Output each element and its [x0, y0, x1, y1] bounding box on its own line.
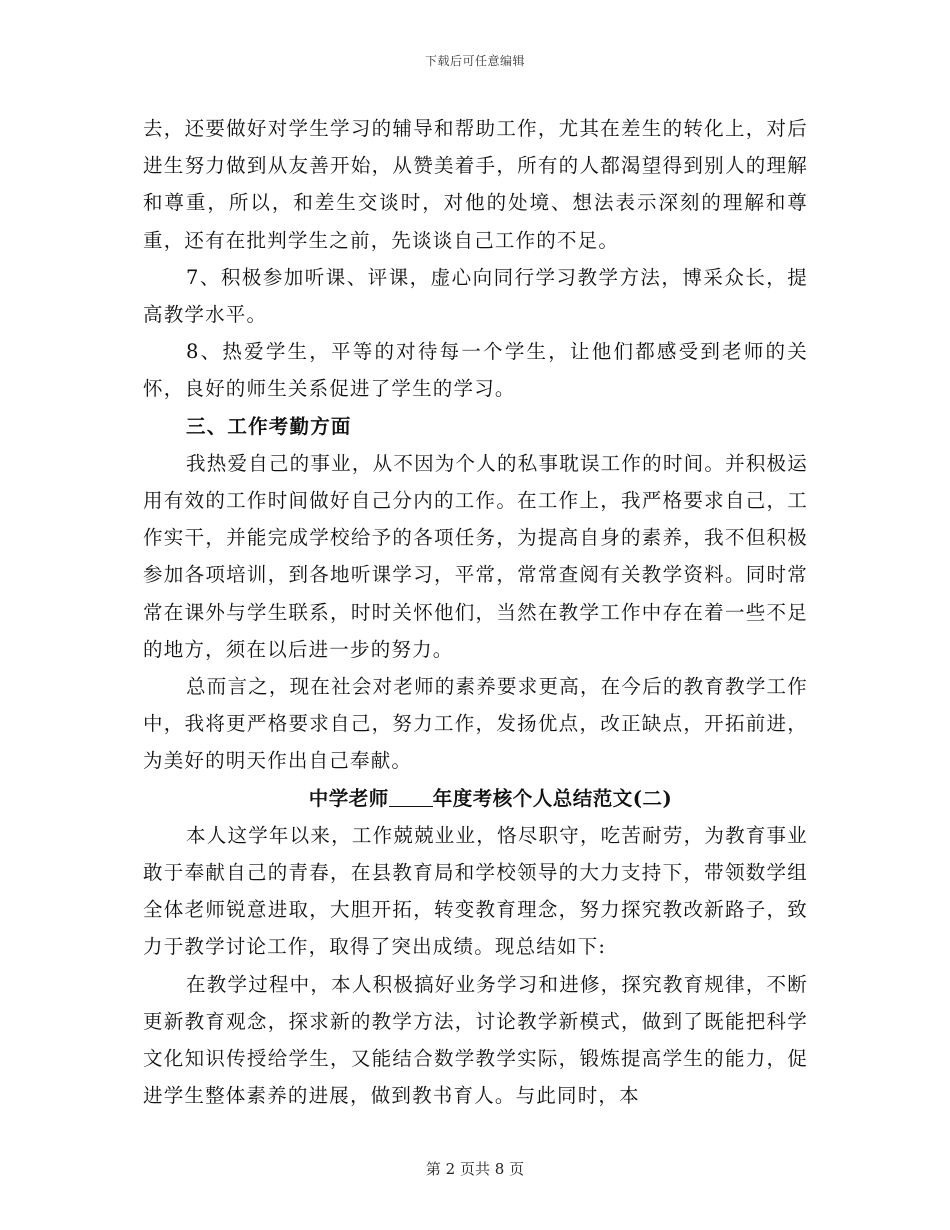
- title-blank-underline: [389, 788, 433, 807]
- section-heading-attendance: 三、工作考勤方面: [186, 414, 352, 438]
- title-prefix: 中学老师: [308, 786, 389, 810]
- page-number-footer: 第 2 页共 8 页: [425, 1160, 525, 1178]
- paragraph-item-8: 8、热爱学生，平等的对待每一个学生，让他们都感受到老师的关怀，良好的师生关系促进了学生的学习。: [143, 340, 808, 401]
- paragraph-teaching: 在教学过程中，本人积极搞好业务学习和进修，探究教育规律，不断更新教育观念，探求新的教学方法，讨论教学新模式，做到了既能把科学文化知识传授给学生，又能结合数学教学实际，锻炼提高学生的能力，促进学生整体素养的进展，做到教书育人。与此同时，本: [143, 972, 808, 1108]
- title-suffix: 年度考核个人总结范文(二): [432, 786, 673, 810]
- paragraph-item-7: 7、积极参加听课、评课，虚心向同行学习教学方法，博采众长，提高教学水平。: [143, 265, 808, 327]
- paragraph-intro: 本人这学年以来，工作兢兢业业，恪尽职守，吃苦耐劳，为教育事业敢于奉献自己的青春，在县教育局和学校领导的大力支持下，带领数学组全体老师锐意进取，大胆开拓，转变教育理念，努力探究教改新路子，致力于教学讨论工作，取得了突出成绩。现总结如下:: [143, 823, 808, 959]
- paragraph-conclusion: 总而言之，现在社会对老师的素养要求更高，在今后的教育教学工作中，我将更严格要求自己，努力工作，发扬优点，改正缺点，开拓前进，为美好的明天作出自己奉献。: [143, 675, 808, 773]
- document-title-part-two: [143, 780, 808, 817]
- paragraph-attendance: 我热爱自己的事业，从不因为个人的私事耽误工作的时间。并积极运用有效的工作时间做好自己分内的工作。在工作上，我严格要求自己，工作实干，并能完成学校给予的各项任务，为提高自身的素养，我不但积极参加各项培训，到各地听课学习，平常，常常查阅有关教学资料。同时常常在课外与学生联系，时时关怀他们，当然在教学工作中存在着一些不足的地方，须在以后进一步的努力。: [143, 451, 808, 661]
- page-header-note: 下载后可任意编辑: [424, 54, 525, 68]
- document-body: [143, 110, 808, 1114]
- paragraph-continued: 去，还要做好对学生学习的辅导和帮助工作，尤其在差生的转化上，对后进生努力做到从友善开始，从赞美着手，所有的人都渴望得到别人的理解和尊重，所以，和差生交谈时，对他的处境、想法表示深刻的理解和尊重，还有在批判学生之前，先谈谈自己工作的不足。: [143, 117, 808, 252]
